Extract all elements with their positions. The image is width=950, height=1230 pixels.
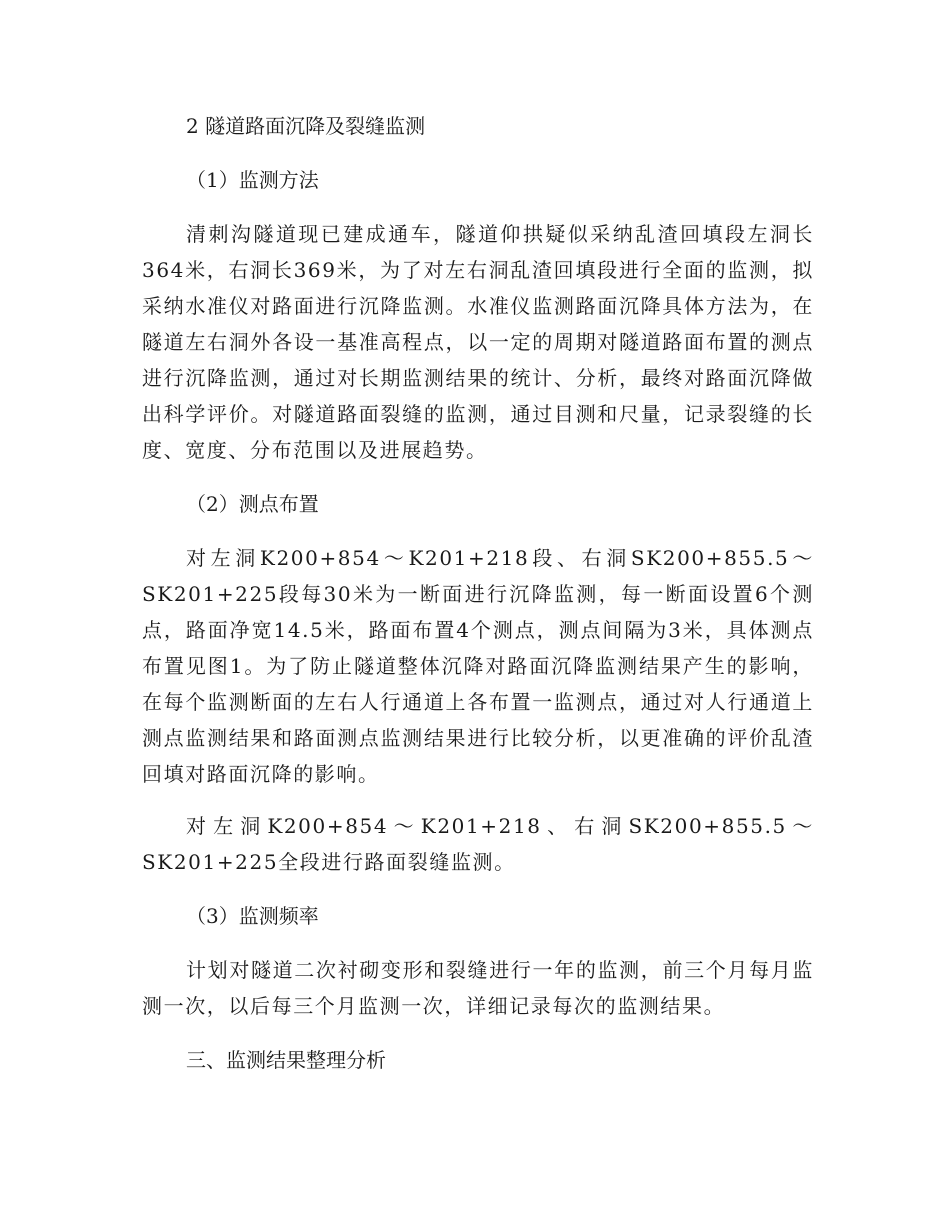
subsection-measuring-points: （2）测点布置 — [186, 492, 319, 516]
paragraph-point-layout: 对左洞K200+854～K201+218段、右洞SK200+855.5～SK201+225段每30米为一断面进行沉降监测，每一断面设置6个测点，路面净宽14.5米，路面布置4个测点，测点间隔为3米，具体测点布置见图1。为了防止隧道整体沉降对路面沉降监测结果产生的影响，在每个监测断面的左右人行通道上各布置一监测点，通过对人行通道上测点监测结果和路面测点监测结果进行比较分析，以更准确的评价乱渣回填对路面沉降的影响。 — [142, 546, 814, 786]
paragraph-method: 清刺沟隧道现已建成通车，隧道仰拱疑似采纳乱渣回填段左洞长364米，右洞长369米，为了对左右洞乱渣回填段进行全面的监测，拟采纳水准仪对路面进行沉降监测。水准仪监测路面沉降具体方法为，在隧道左右洞外各设一基准高程点，以一定的周期对隧道路面布置的测点进行沉降监测，通过对长期监测结果的统计、分析，最终对路面沉降做出科学评价。对隧道路面裂缝的监测，通过目测和尺量，记录裂缝的长度、宽度、分布范围以及进展趋势。 — [142, 222, 814, 462]
document-body — [142, 108, 814, 1078]
subsection-monitoring-method: （1）监测方法 — [186, 168, 319, 192]
subsection-monitoring-frequency: （3）监测频率 — [186, 904, 319, 928]
section-title: 2 隧道路面沉降及裂缝监测 — [186, 114, 426, 138]
paragraph-crack-monitoring: 对左洞K200+854～K201+218、右洞SK200+855.5～SK201+225全段进行路面裂缝监测。 — [142, 814, 814, 874]
paragraph-frequency: 计划对隧道二次衬砌变形和裂缝进行一年的监测，前三个月每月监测一次，以后每三个月监测一次，详细记录每次的监测结果。 — [142, 958, 814, 1018]
section-3-title: 三、监测结果整理分析 — [186, 1048, 386, 1072]
